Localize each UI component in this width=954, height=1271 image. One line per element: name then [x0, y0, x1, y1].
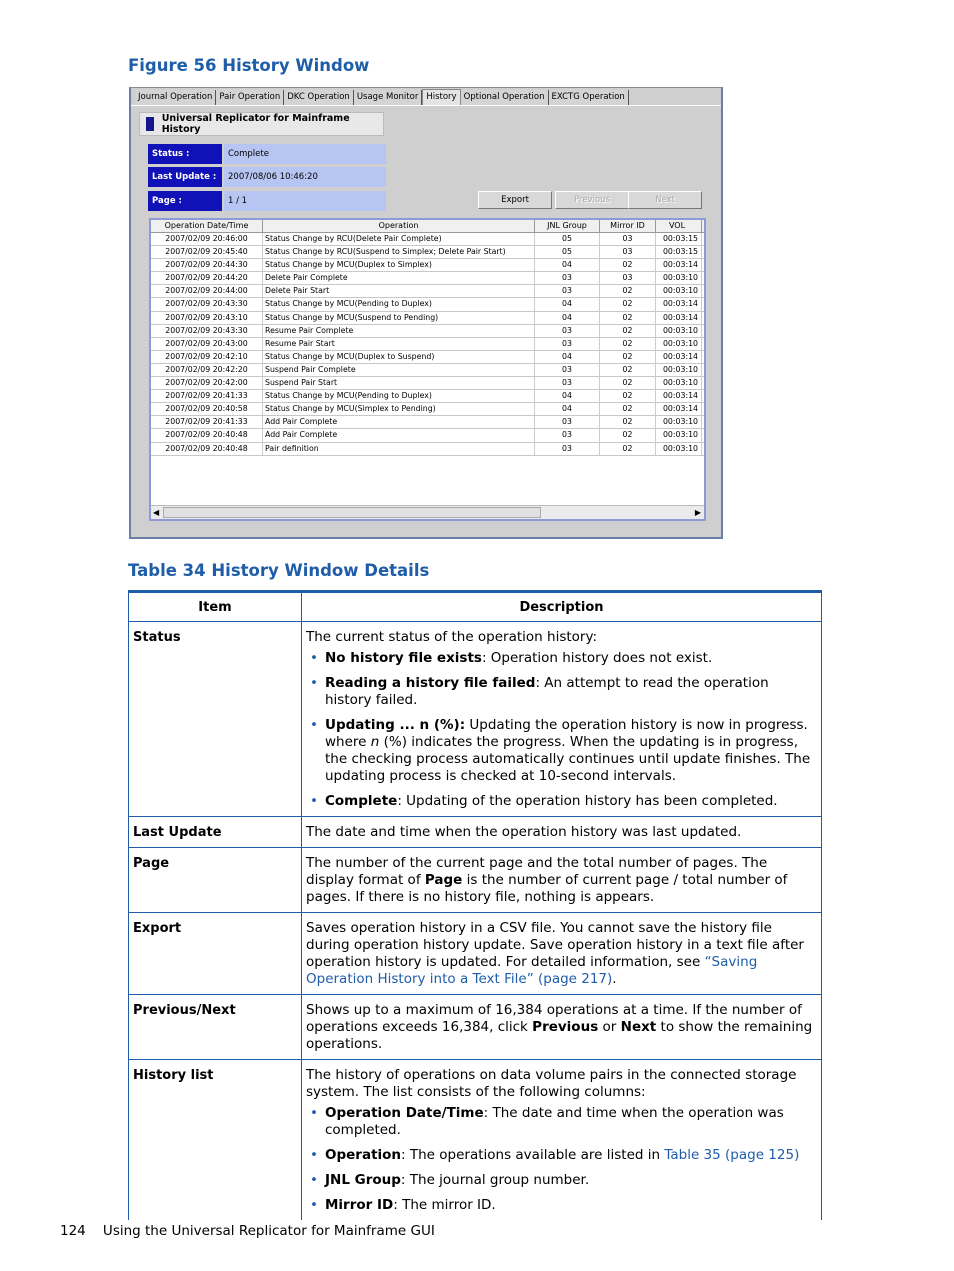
export-button[interactable]: Export [478, 191, 552, 209]
desc-history-list [302, 1060, 822, 1221]
page-row [148, 191, 386, 211]
table-row[interactable] [151, 285, 704, 298]
cell-vol: 00:03:14 [656, 298, 702, 310]
window-title [139, 112, 384, 136]
cell-jnl-group: 03 [535, 338, 600, 350]
cell-jnl-group: 03 [535, 377, 600, 389]
tab-dkc-operation[interactable]: DKC Operation [284, 90, 354, 105]
cell-operation: Resume Pair Complete [263, 325, 535, 337]
horizontal-scrollbar[interactable] [151, 505, 704, 519]
col-mirror-id[interactable]: Mirror ID [600, 220, 656, 232]
cell-date-time: 2007/02/09 20:43:10 [151, 312, 263, 324]
tab-exctg-operation[interactable]: EXCTG Operation [549, 90, 629, 105]
tab-journal-operation[interactable]: Journal Operation [135, 90, 216, 105]
item-status: Status [129, 622, 302, 817]
tab-bar [135, 90, 629, 106]
cell-vol: 00:03:14 [656, 403, 702, 415]
table-row[interactable] [151, 298, 704, 311]
cell-operation: Suspend Pair Start [263, 377, 535, 389]
cell-vol: 00:03:14 [656, 259, 702, 271]
cell-operation: Status Change by MCU(Duplex to Suspend) [263, 351, 535, 363]
cell-vol: 00:03:10 [656, 429, 702, 441]
table-row[interactable] [151, 351, 704, 364]
cell-jnl-group: 04 [535, 403, 600, 415]
history-list-header [151, 220, 704, 233]
cell-date-time: 2007/02/09 20:40:48 [151, 429, 263, 441]
cell-date-time: 2007/02/09 20:43:30 [151, 298, 263, 310]
cell-vol: 00:03:10 [656, 416, 702, 428]
header-item: Item [129, 592, 302, 622]
item-last-update: Last Update [129, 817, 302, 848]
cell-vol: 00:03:15 [656, 233, 702, 245]
cell-vol: 00:03:10 [656, 443, 702, 455]
cell-mirror-id: 02 [600, 377, 656, 389]
window-title-text: Universal Replicator for Mainframe History [161, 113, 350, 135]
cell-mirror-id: 02 [600, 298, 656, 310]
cell-mirror-id: 02 [600, 338, 656, 350]
list-item: • Complete: Updating of the operation history has been completed. [306, 793, 816, 810]
figure-caption: Figure 56 History Window [128, 56, 370, 75]
cell-operation: Status Change by RCU(Suspend to Simplex; Delete Pair Start) [263, 246, 535, 258]
cell-operation: Status Change by MCU(Suspend to Pending) [263, 312, 535, 324]
desc-page: The number of the current page and the total number of pages. The display format of Page is the number of current page / total number of pages. If there is no history file, nothing is appears. [302, 848, 822, 913]
table-row[interactable] [151, 416, 704, 429]
list-item: • No history file exists: Operation history does not exist. [306, 650, 816, 667]
header-description: Description [302, 592, 822, 622]
desc-last-update: The date and time when the operation history was last updated. [302, 817, 822, 848]
cell-mirror-id: 02 [600, 443, 656, 455]
last-update-value: 2007/08/06 10:46:20 [224, 167, 386, 187]
cell-date-time: 2007/02/09 20:42:00 [151, 377, 263, 389]
cell-operation: Status Change by MCU(Simplex to Pending) [263, 403, 535, 415]
last-update-row [148, 167, 386, 187]
cell-operation: Suspend Pair Complete [263, 364, 535, 376]
table-row[interactable] [151, 403, 704, 416]
cell-vol: 00:03:10 [656, 285, 702, 297]
cell-mirror-id: 02 [600, 390, 656, 402]
status-intro: The current status of the operation history: [306, 629, 598, 645]
cell-date-time: 2007/02/09 20:43:30 [151, 325, 263, 337]
item-page: Page [129, 848, 302, 913]
tab-pair-operation[interactable]: Pair Operation [216, 90, 284, 105]
cell-date-time: 2007/02/09 20:44:30 [151, 259, 263, 271]
cell-jnl-group: 03 [535, 429, 600, 441]
cell-vol: 00:03:14 [656, 390, 702, 402]
table-row[interactable] [151, 246, 704, 259]
status-label: Status : [148, 144, 222, 164]
cell-operation: Resume Pair Start [263, 338, 535, 350]
list-item: • Updating ... n (%): Updating the operation history is now in progress. where n (%) indicates the progress. When the updating is in progress, the checking process automatically continues until update finishes. The updating process is checked at 10-second intervals. [306, 717, 816, 785]
details-table [128, 590, 822, 1220]
cell-jnl-group: 05 [535, 233, 600, 245]
cell-jnl-group: 04 [535, 312, 600, 324]
cell-date-time: 2007/02/09 20:42:10 [151, 351, 263, 363]
cell-jnl-group: 03 [535, 416, 600, 428]
cell-vol: 00:03:15 [656, 246, 702, 258]
table-row[interactable] [151, 325, 704, 338]
cell-mirror-id: 02 [600, 285, 656, 297]
cell-operation: Delete Pair Complete [263, 272, 535, 284]
history-list-intro: The history of operations on data volume pairs in the connected storage system. The list consists of the following columns: [306, 1067, 797, 1100]
cell-mirror-id: 03 [600, 246, 656, 258]
cell-jnl-group: 03 [535, 443, 600, 455]
cell-jnl-group: 03 [535, 364, 600, 376]
cell-date-time: 2007/02/09 20:46:00 [151, 233, 263, 245]
status-value: Complete [224, 144, 386, 164]
table-row[interactable] [151, 429, 704, 442]
previous-button[interactable]: Previous [555, 191, 629, 209]
table-row[interactable] [151, 364, 704, 377]
tab-optional-operation[interactable]: Optional Operation [461, 90, 549, 105]
cell-operation: Pair definition [263, 443, 535, 455]
list-item: • JNL Group: The journal group number. [306, 1172, 816, 1189]
cell-jnl-group: 05 [535, 246, 600, 258]
table-row[interactable] [151, 443, 704, 456]
col-operation-date-time[interactable]: Operation Date/Time [151, 220, 263, 232]
cell-mirror-id: 02 [600, 259, 656, 271]
page-label: Page : [148, 191, 222, 211]
table-row[interactable] [151, 259, 704, 272]
cell-mirror-id: 02 [600, 416, 656, 428]
cell-operation: Status Change by MCU(Pending to Duplex) [263, 298, 535, 310]
table-row[interactable] [151, 272, 704, 285]
last-update-label: Last Update : [148, 167, 222, 187]
cell-mirror-id: 02 [600, 312, 656, 324]
table-row[interactable] [151, 312, 704, 325]
table-caption: Table 34 History Window Details [128, 561, 430, 580]
history-list [149, 218, 706, 521]
cell-vol: 00:03:10 [656, 272, 702, 284]
cell-date-time: 2007/02/09 20:43:00 [151, 338, 263, 350]
table-row[interactable] [151, 377, 704, 390]
scroll-thumb[interactable] [163, 507, 541, 518]
saving-history-link[interactable]: “Saving Operation History into a Text File” (page 217) [306, 954, 758, 987]
cell-date-time: 2007/02/09 20:41:33 [151, 390, 263, 402]
table-row [129, 995, 822, 1060]
page-value: 1 / 1 [224, 191, 386, 211]
desc-status [302, 622, 822, 817]
next-button[interactable]: Next [628, 191, 702, 209]
item-history-list: History list [129, 1060, 302, 1221]
table-35-link[interactable]: Table 35 (page 125) [664, 1147, 800, 1163]
list-item: • Operation: The operations available are listed in Table 35 (page 125) [306, 1147, 816, 1164]
cell-operation: Add Pair Complete [263, 416, 535, 428]
cell-mirror-id: 02 [600, 429, 656, 441]
col-operation[interactable]: Operation [263, 220, 535, 232]
col-vol[interactable]: VOL [656, 220, 702, 232]
cell-jnl-group: 03 [535, 272, 600, 284]
history-window [129, 87, 723, 539]
list-item: • Mirror ID: The mirror ID. [306, 1197, 816, 1214]
cell-date-time: 2007/02/09 20:41:33 [151, 416, 263, 428]
cell-mirror-id: 02 [600, 403, 656, 415]
table-row[interactable] [151, 338, 704, 351]
cell-jnl-group: 04 [535, 351, 600, 363]
cell-operation: Status Change by RCU(Delete Pair Complete) [263, 233, 535, 245]
cell-mirror-id: 02 [600, 325, 656, 337]
cell-vol: 00:03:10 [656, 364, 702, 376]
table-row [129, 848, 822, 913]
scroll-right-icon[interactable]: ▶ [694, 508, 701, 517]
col-jnl-group[interactable]: JNL Group [535, 220, 600, 232]
cell-jnl-group: 03 [535, 285, 600, 297]
table-row [129, 1060, 822, 1221]
cell-mirror-id: 02 [600, 364, 656, 376]
tab-history[interactable]: History [422, 89, 460, 105]
cell-vol: 00:03:14 [656, 312, 702, 324]
table-row[interactable] [151, 390, 704, 403]
cell-mirror-id: 03 [600, 233, 656, 245]
cell-mirror-id: 02 [600, 351, 656, 363]
cell-jnl-group: 03 [535, 325, 600, 337]
cell-jnl-group: 04 [535, 298, 600, 310]
cell-date-time: 2007/02/09 20:42:20 [151, 364, 263, 376]
cell-operation: Delete Pair Start [263, 285, 535, 297]
cell-jnl-group: 04 [535, 259, 600, 271]
cell-mirror-id: 03 [600, 272, 656, 284]
cell-jnl-group: 04 [535, 390, 600, 402]
cell-vol: 00:03:10 [656, 325, 702, 337]
list-item: • Operation Date/Time: The date and time when the operation was completed. [306, 1105, 816, 1139]
item-export: Export [129, 913, 302, 995]
scroll-left-icon[interactable]: ◀ [153, 508, 160, 517]
cell-date-time: 2007/02/09 20:44:20 [151, 272, 263, 284]
cell-date-time: 2007/02/09 20:44:00 [151, 285, 263, 297]
status-row [148, 144, 386, 164]
table-row [129, 913, 822, 995]
title-marker-icon [146, 117, 154, 131]
tab-usage-monitor[interactable]: Usage Monitor [354, 90, 423, 105]
cell-operation: Status Change by MCU(Duplex to Simplex) [263, 259, 535, 271]
table-row [129, 817, 822, 848]
desc-export: Saves operation history in a CSV file. You cannot save the history file during operation history update. Save operation history in a text file after operation history is updated. For detailed information, see “Saving Operation History into a Text File” (page 217). [302, 913, 822, 995]
table-row [129, 622, 822, 817]
item-previous-next: Previous/Next [129, 995, 302, 1060]
cell-date-time: 2007/02/09 20:45:40 [151, 246, 263, 258]
cell-operation: Status Change by MCU(Pending to Duplex) [263, 390, 535, 402]
desc-previous-next: Shows up to a maximum of 16,384 operations at a time. If the number of operations exceeds 16,384, click Previous or Next to show the remaining operations. [302, 995, 822, 1060]
cell-vol: 00:03:10 [656, 338, 702, 350]
list-item: • Reading a history file failed: An attempt to read the operation history failed. [306, 675, 816, 709]
cell-operation: Add Pair Complete [263, 429, 535, 441]
cell-vol: 00:03:10 [656, 377, 702, 389]
history-rows [151, 233, 704, 456]
table-row[interactable] [151, 233, 704, 246]
cell-date-time: 2007/02/09 20:40:48 [151, 443, 263, 455]
page-footer: 124 Using the Universal Replicator for Mainframe GUI [60, 1223, 435, 1239]
cell-date-time: 2007/02/09 20:40:58 [151, 403, 263, 415]
cell-vol: 00:03:14 [656, 351, 702, 363]
